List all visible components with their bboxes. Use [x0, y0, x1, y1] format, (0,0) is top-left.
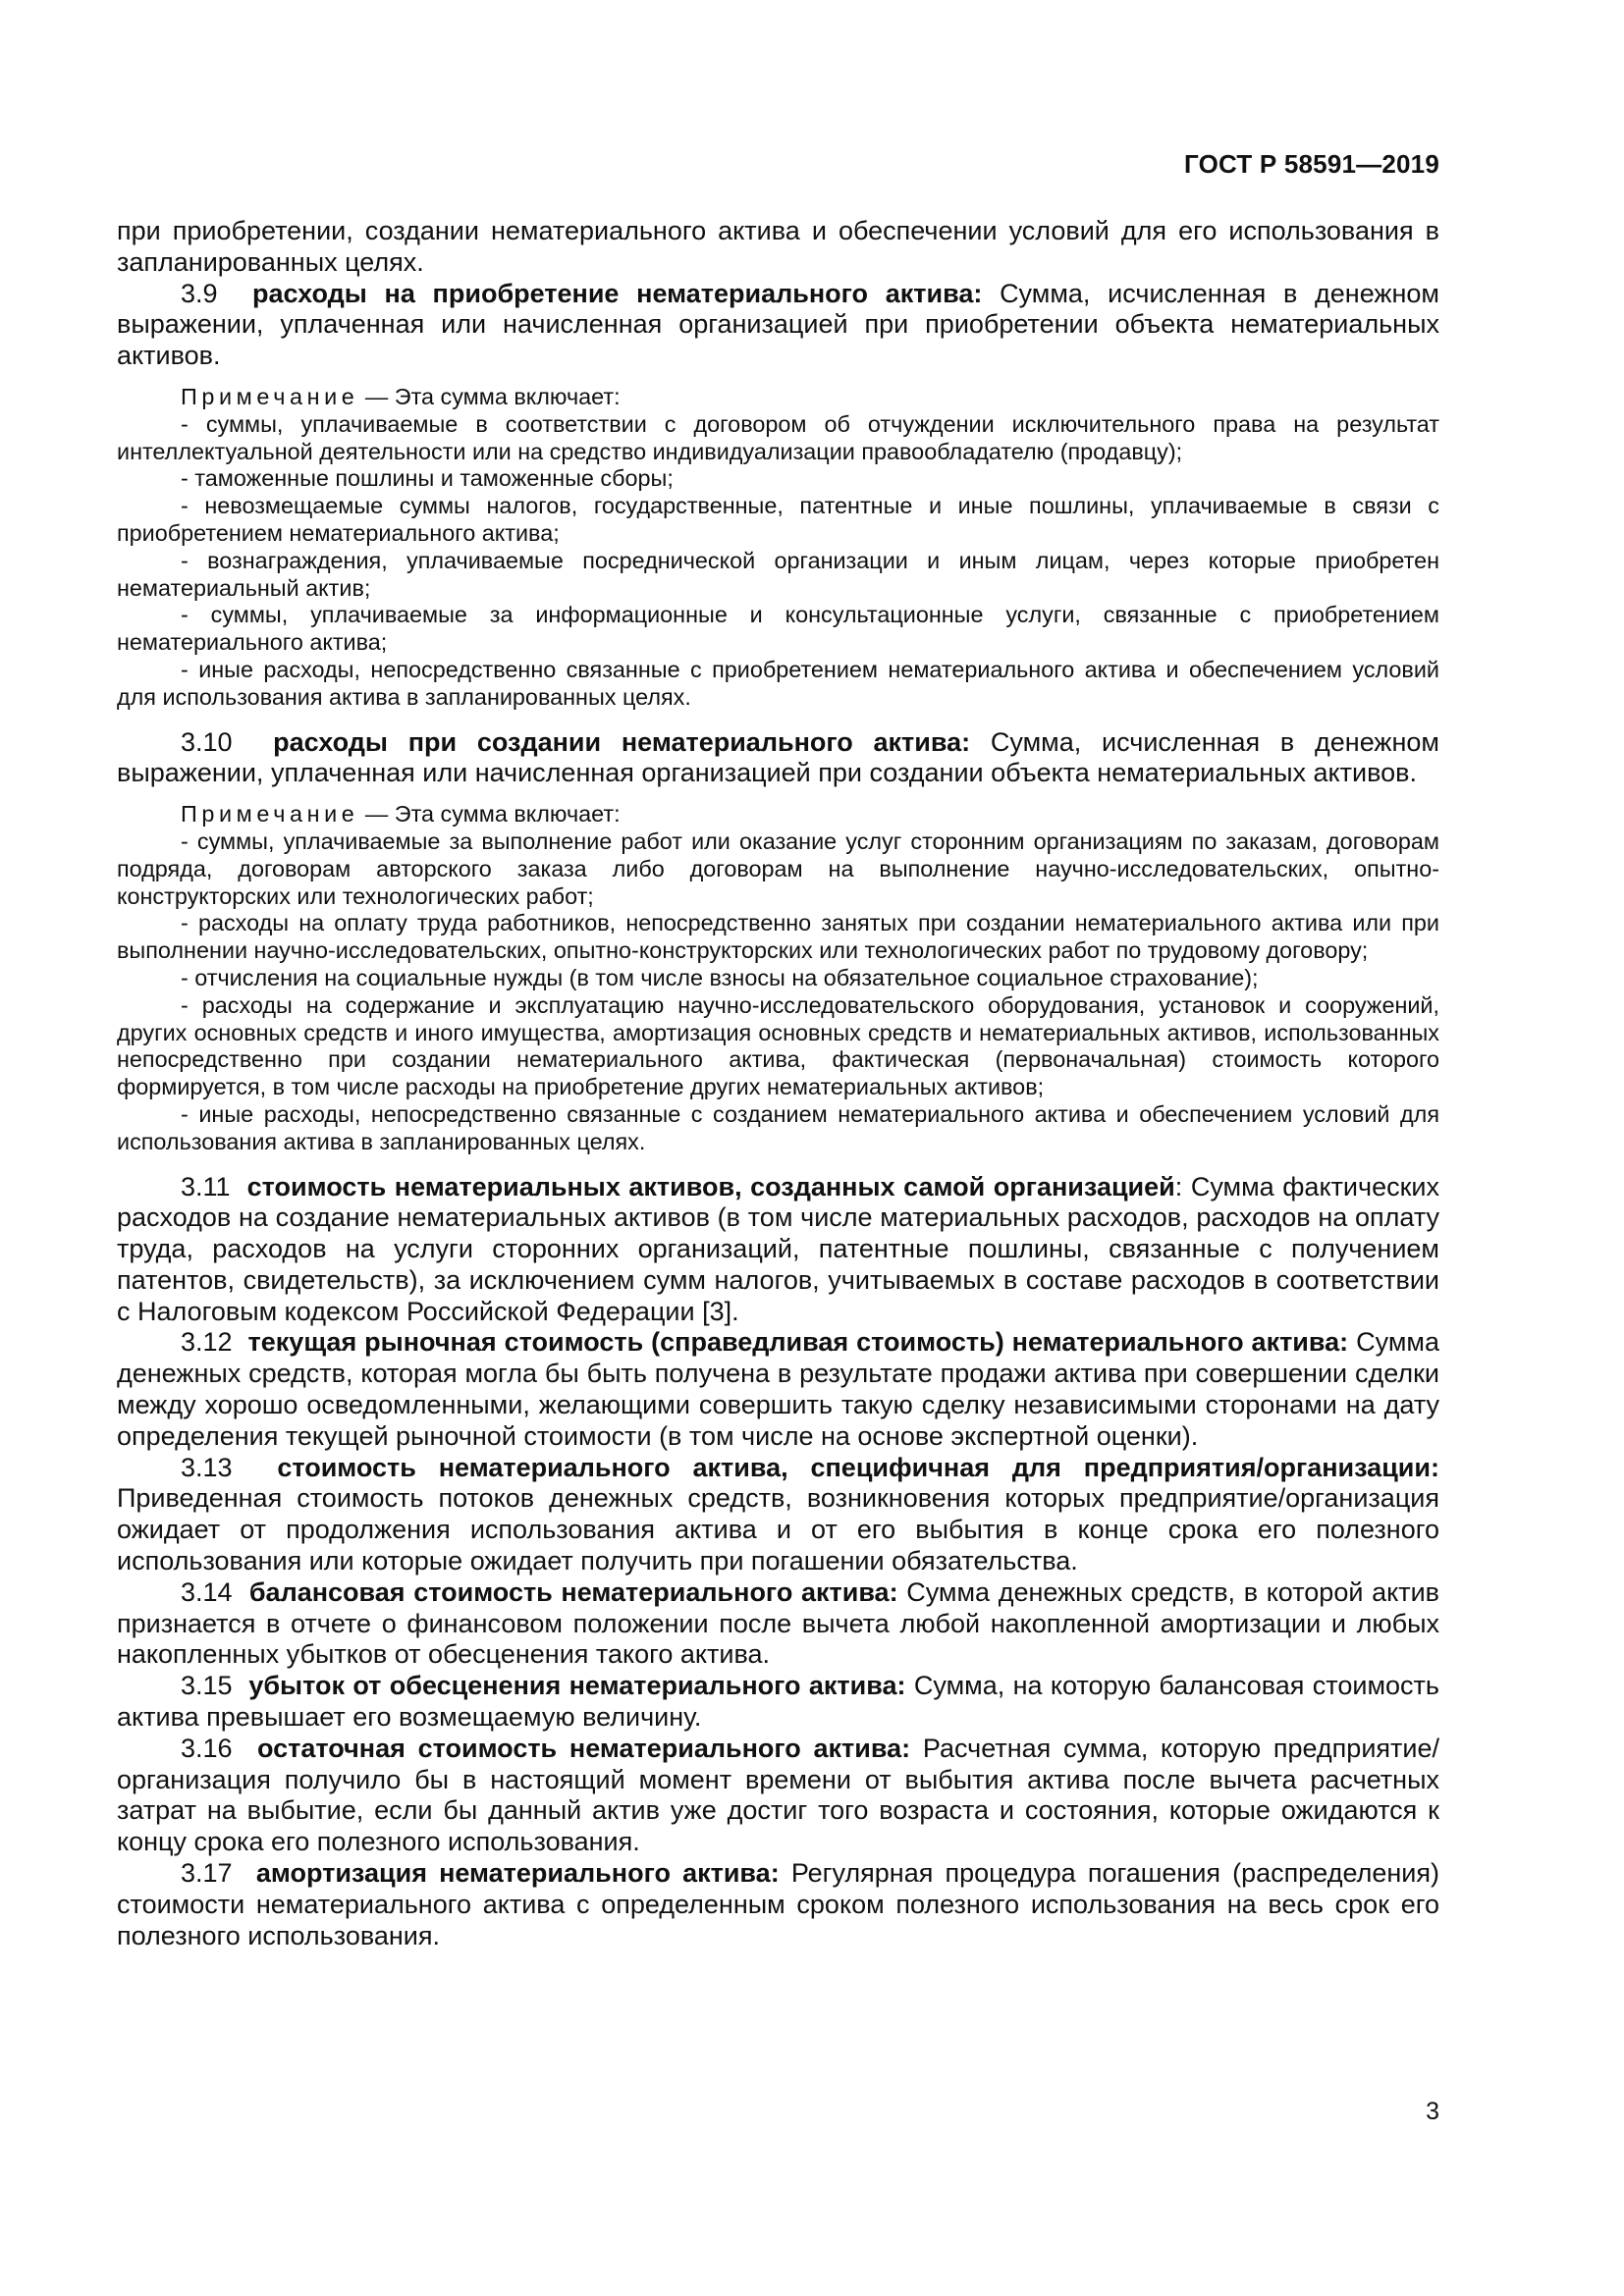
term-3-10: [117, 727, 1439, 790]
term-definition: Сумма, на которую балансовая стоимость актива превышает его возмещаемую величину.: [117, 1671, 1439, 1733]
term-number: 3.9: [181, 278, 218, 308]
term-number: 3.15: [181, 1671, 233, 1701]
term-title: стоимость нематериального актива, специфичная для предприятия/организации:: [277, 1452, 1439, 1482]
note-item: - иные расходы, непосредственно связанные с приобретением нематериального актива и обеспечением условий для использования актива в запланированных целях.: [117, 656, 1439, 710]
term-title: текущая рыночная стоимость (справедливая стоимость) нематериального актива:: [247, 1327, 1349, 1358]
note-item: - суммы, уплачиваемые за выполнение работ или оказание услуг сторонним организациям по заказам, договорам подряда, договорам авторского заказа либо договорам на выполнение научно-исследовательских, опытно-конструкторских или технологических работ;: [117, 828, 1439, 909]
term-3-14: [117, 1577, 1439, 1671]
term-definition: Регулярная процедура погашения (распределения) стоимости нематериального актива с определенным сроком полезного использования на весь срок его полезного использования.: [117, 1858, 1439, 1950]
note-item: - суммы, уплачиваемые в соответствии с договором об отчуждении исключительного права на результат интеллектуальной деятельности или на средство индивидуализации правообладателю (продавцу);: [117, 410, 1439, 464]
term-title: расходы на приобретение нематериального актива:: [251, 278, 983, 308]
term-title: амортизация нематериального актива:: [255, 1858, 780, 1889]
term-number: 3.11: [181, 1171, 231, 1201]
term-3-13: [117, 1453, 1439, 1577]
term-number: 3.17: [181, 1858, 233, 1889]
note-item: - суммы, уплачиваемые за информационные и консультационные услуги, связанные с приобретением нематериального актива;: [117, 602, 1439, 656]
term-number: 3.16: [181, 1733, 233, 1763]
term-definition: Сумма денежных средств, которая могла бы быть получена в результате продажи актива при совершении сделки между хорошо осведомленными, желающими совершить такую сделку независимыми сторонами на дату определения текущей рыночной стоимости (в том числе на основе экспертной оценки).: [117, 1327, 1439, 1451]
note-item: - иные расходы, непосредственно связанные с созданием нематериального актива и обеспечением условий для использования актива в запланированных целях.: [117, 1100, 1439, 1154]
note-lead: — Эта сумма включает:: [358, 383, 621, 409]
page-number: 3: [1426, 2098, 1439, 2125]
note-item: - таможенные пошлины и таможенные сборы;: [181, 465, 674, 492]
term-number: 3.13: [181, 1452, 233, 1482]
term-title: остаточная стоимость нематериального актива:: [257, 1733, 911, 1763]
note-header: [117, 384, 1439, 411]
note-3-9: [117, 384, 1439, 712]
note-header: [117, 801, 1439, 828]
term-title: расходы при создании нематериального актива:: [273, 726, 971, 757]
note-label: Примечание: [181, 383, 359, 409]
term-definition: Расчетная сумма, которую предприятие/ организация получило бы в настоящий момент времени от выбытия актива после вычета расчетных затрат на выбытие, если бы данный актив уже достиг того возраста и состояния, которые ожидаются к концу срока его полезного использования.: [117, 1733, 1439, 1857]
note-3-10: [117, 801, 1439, 1155]
term-title: убыток от обесценения нематериального актива:: [248, 1671, 906, 1701]
note-label: Примечание: [181, 801, 359, 828]
term-3-11: [117, 1172, 1439, 1328]
term-number: 3.10: [181, 726, 233, 757]
term-definition: Сумма, исчисленная в денежном выражении, уплаченная или начисленная организацией при создании объекта нематериальных активов.: [117, 726, 1439, 788]
note-item: - отчисления на социальные нужды (в том числе взносы на обязательное социальное страхование);: [181, 964, 1259, 990]
document-code: ГОСТ Р 58591—2019: [1184, 149, 1439, 179]
term-3-17: [117, 1858, 1439, 1951]
term-3-12: [117, 1327, 1439, 1452]
term-definition: Сумма, исчисленная в денежном выражении, уплаченная или начисленная организацией при приобретении объекта нематериальных активов.: [117, 278, 1439, 371]
term-number: 3.14: [181, 1576, 233, 1607]
term-3-9: [117, 279, 1439, 372]
document-body: [117, 216, 1439, 1951]
term-definition: Сумма денежных средств, в которой актив признается в отчете о финансовом положении после вычета любой накопленной амортизации и любых накопленных убытков от обесценения такого актива.: [117, 1576, 1439, 1670]
note-lead: — Эта сумма включает:: [358, 801, 621, 828]
term-title: балансовая стоимость нематериального актива:: [248, 1576, 898, 1607]
note-item: - невозмещаемые суммы налогов, государственные, патентные и иные пошлины, уплачиваемые в связи с приобретением нематериального актива;: [117, 493, 1439, 546]
term-3-16: [117, 1734, 1439, 1858]
note-item: - вознаграждения, уплачиваемые посреднической организации и иным лицам, через которые приобретен нематериальный актив;: [117, 547, 1439, 601]
term-title: стоимость нематериальных активов, созданных самой организацией: [246, 1171, 1175, 1201]
term-3-15: [117, 1671, 1439, 1734]
term-number: 3.12: [181, 1327, 233, 1358]
term-definition: Приведенная стоимость потоков денежных средств, возникновения которых предприятие/организация ожидает от продолжения использования актива и от его выбытия в конце срока его полезного использования или которые ожидает получить при погашении обязательства.: [117, 1483, 1439, 1576]
note-item: - расходы на оплату труда работников, непосредственно занятых при создании нематериального актива или при выполнении научно-исследовательских, опытно-конструкторских или технологических работ по трудовому договору;: [117, 910, 1439, 964]
intro-paragraph: при приобретении, создании нематериального актива и обеспечении условий для его использования в запланированных целях.: [117, 216, 1439, 277]
note-item: - расходы на содержание и эксплуатацию научно-исследовательского оборудования, установок и сооружений, других основных средств и иного имущества, амортизация основных средств и нематериальных активов, использованных непосредственно при создании нематериального актива, фактическая (первоначальная) стоимость которого формируется, в том числе расходы на приобретение других нематериальных активов;: [117, 991, 1439, 1100]
term-definition: : Сумма фактических расходов на создание нематериальных активов (в том числе материальных расходов, расходов на оплату труда, расходов на услуги сторонних организаций, патентные пошлины, связанные с получением патентов, свидетельств), за исключением сумм налогов, учитываемых в составе расходов в соответствии с Налоговым кодексом Российской Федерации [3].: [117, 1171, 1439, 1326]
